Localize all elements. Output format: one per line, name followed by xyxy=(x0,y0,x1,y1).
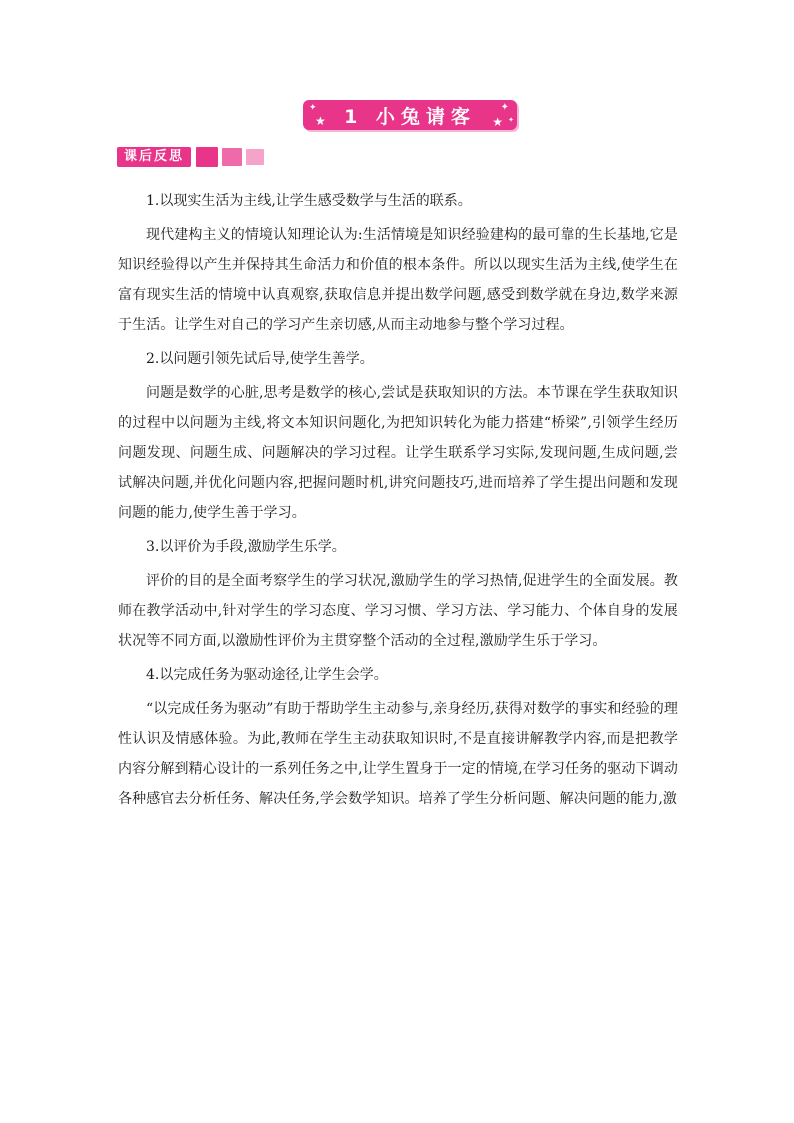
star-icon: ✦ xyxy=(309,103,317,113)
star-icon: ✦ xyxy=(508,116,514,124)
reflection-block xyxy=(118,186,678,340)
reflection-paragraph: 问题是数学的心脏,思考是数学的核心,尝试是获取知识的方法。本节课在学生获取知识的过程中以问题为主线,将文本知识问题化,为把知识转化为能力搭建“桥梁”,引领学生经历问题发现、问题生成、问题解决的学习过程。让学生联系学习实际,发现问题,生成问题,尝试解决问题,并优化问题内容,把握问题时机,讲究问题技巧,进而培养了学生提出问题和发现问题的能力,使学生善于学习。 xyxy=(118,385,678,521)
section-header xyxy=(117,146,264,168)
reflection-block xyxy=(118,660,678,814)
star-icon: ✦ xyxy=(500,102,509,113)
lesson-title-banner xyxy=(303,100,517,130)
section-label: 课后反思 xyxy=(117,147,191,167)
reflection-heading: 4.以完成任务为驱动途径,让学生会学。 xyxy=(146,667,388,683)
star-icon: ★ xyxy=(315,114,326,128)
star-icon: ★ xyxy=(492,115,503,129)
reflection-paragraph: 现代建构主义的情境认知理论认为:生活情境是知识经验建构的最可靠的生长基地,它是知识经验得以产生并保持其生命活力和价值的根本条件。所以以现实生活为主线,使学生在富有现实生活的情境中认真观察,获取信息并提出数学问题,感受到数学就在身边,数学来源于生活。让学生对自己的学习产生亲切感,从而主动地参与整个学习过程。 xyxy=(118,227,678,333)
decorative-square xyxy=(222,148,242,166)
reflection-paragraph: “以完成任务为驱动”有助于帮助学生主动参与,亲身经历,获得对数学的事实和经验的理性认识及情感体验。为此,教师在学生主动获取知识时,不是直接讲解教学内容,而是把教学内容分解到精心设计的一系列任务之中,让学生置身于一定的情境,在学习任务的驱动下调动各种感官去分析任务、解决任务,学会数学知识。培养了学生分析问题、解决问题的能力,激 xyxy=(118,701,678,807)
reflection-heading: 2.以问题引领先试后导,使学生善学。 xyxy=(146,351,374,367)
reflection-paragraph: 评价的目的是全面考察学生的学习状况,激励学生的学习热情,促进学生的全面发展。教师在教学活动中,针对学生的学习态度、学习习惯、学习方法、学习能力、个体自身的发展状况等不同方面,以激励性评价为主贯穿整个活动的全过程,激励学生乐于学习。 xyxy=(118,573,678,649)
reflection-block xyxy=(118,532,678,656)
decorative-square xyxy=(196,147,218,167)
reflection-block xyxy=(118,344,678,528)
reflection-heading: 1.以现实生活为主线,让学生感受数学与生活的联系。 xyxy=(146,193,472,209)
reflection-content xyxy=(118,186,678,818)
reflection-heading: 3.以评价为手段,激励学生乐学。 xyxy=(146,539,346,555)
lesson-title: 1 小兔请客 xyxy=(344,105,476,128)
decorative-square xyxy=(246,149,264,165)
